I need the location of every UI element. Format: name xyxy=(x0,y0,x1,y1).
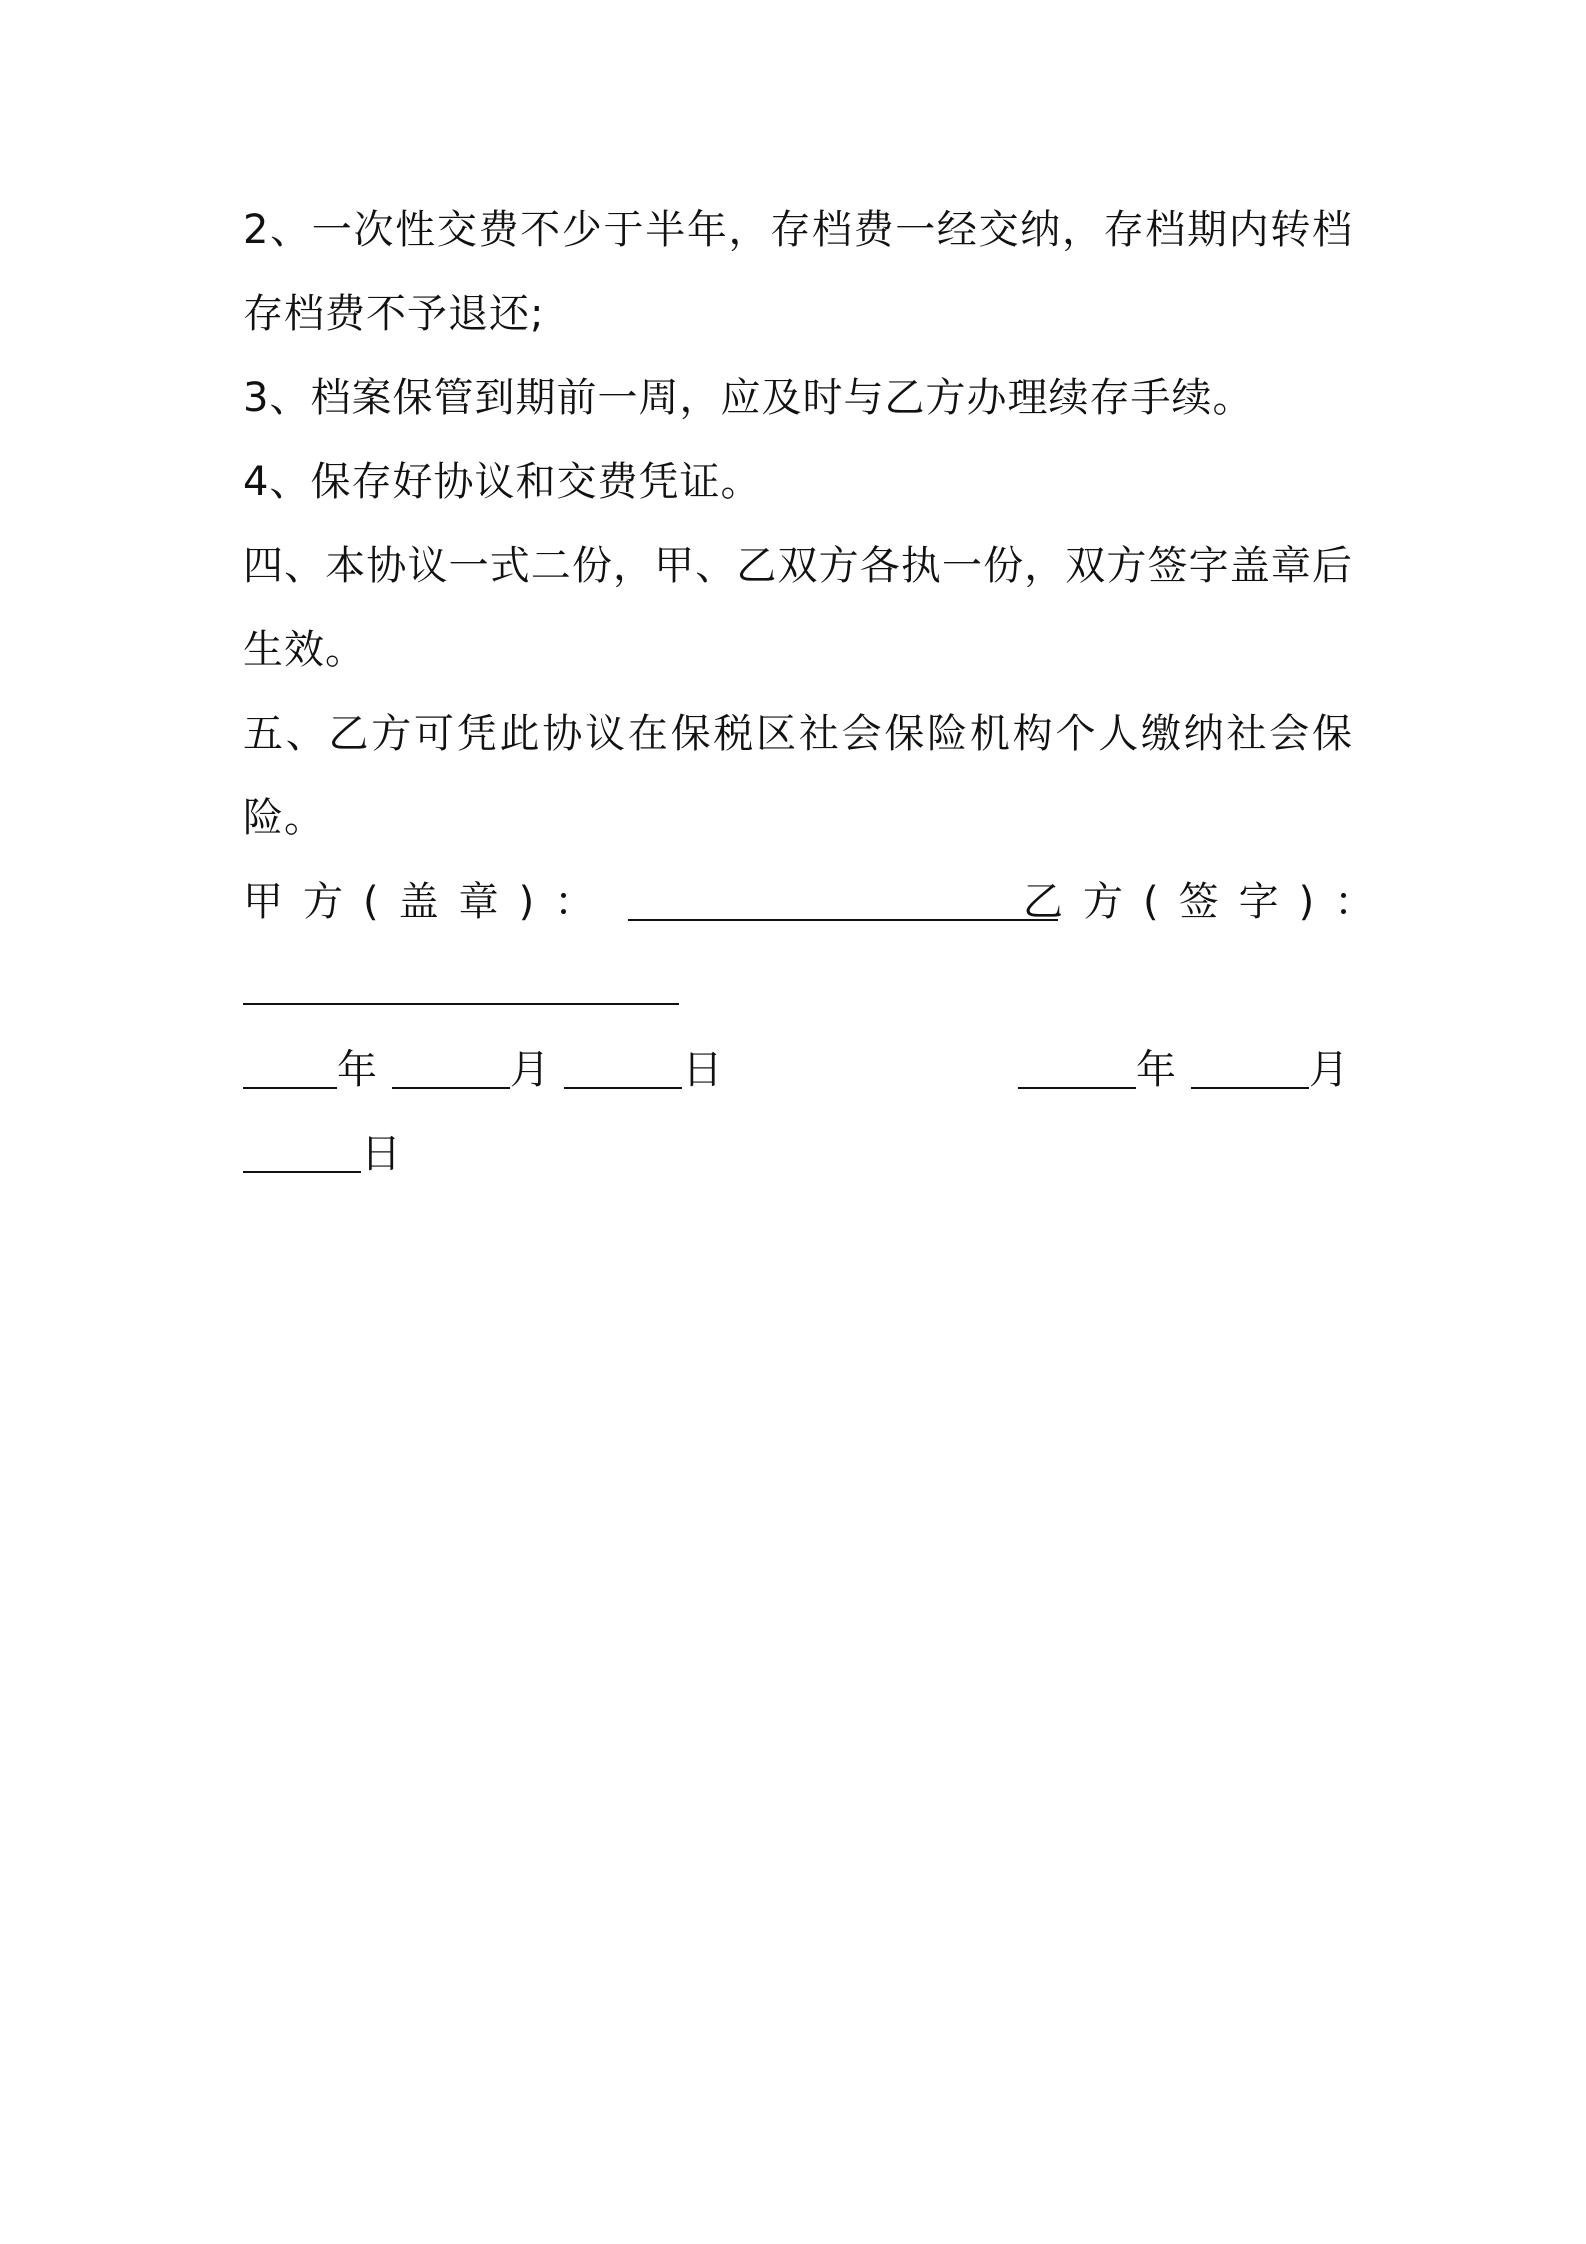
party-b-signature-blank xyxy=(243,963,679,1005)
party-b-date xyxy=(1018,1028,1350,1112)
clause-2: 2、一次性交费不少于半年，存档费一经交纳，存档期内转档存档费不予退还; xyxy=(243,207,1353,337)
party-a-date xyxy=(243,1047,723,1093)
party-a-month-unit: 月 xyxy=(509,1047,551,1093)
party-b-year-blank xyxy=(1018,1047,1136,1089)
party-b-label: 乙方(签字)： xyxy=(1023,879,1395,925)
party-b-day-unit: 日 xyxy=(361,1131,402,1177)
party-a-year-unit: 年 xyxy=(337,1047,378,1093)
party-a-signature-blank xyxy=(628,879,1058,921)
party-b-day-blank xyxy=(243,1131,361,1173)
clause-4: 4、保存好协议和交费凭证。 xyxy=(243,459,762,505)
party-b-month-unit: 月 xyxy=(1308,1047,1350,1093)
signature-row-continued xyxy=(243,944,1353,1028)
party-a-month-blank xyxy=(392,1047,510,1089)
party-a-day-unit: 日 xyxy=(682,1047,724,1093)
party-b-month-blank xyxy=(1191,1047,1309,1089)
party-a-year-blank xyxy=(243,1047,337,1089)
date-row-continued xyxy=(243,1112,1353,1196)
signature-row xyxy=(243,860,1395,944)
clause-3: 3、档案保管到期前一周，应及时与乙方办理续存手续。 xyxy=(243,375,1254,421)
article-5: 五、乙方可凭此协议在保税区社会保险机构个人缴纳社会保险。 xyxy=(243,711,1353,841)
party-a-label: 甲方(盖章)： xyxy=(243,879,615,925)
date-row xyxy=(243,1028,1353,1112)
party-b-year-unit: 年 xyxy=(1136,1047,1177,1093)
party-a-day-blank xyxy=(564,1047,682,1089)
article-4: 四、本协议一式二份，甲、乙双方各执一份，双方签字盖章后生效。 xyxy=(243,543,1353,673)
document-body xyxy=(243,188,1395,1196)
